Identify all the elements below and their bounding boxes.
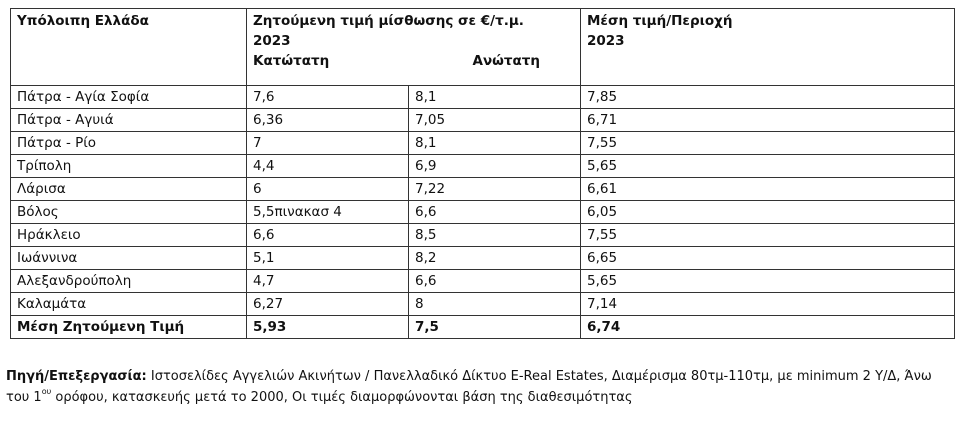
cell-area: Λάρισα [11, 178, 247, 201]
header-avg [581, 9, 955, 86]
cell-area: Ιωάννινα [11, 247, 247, 270]
header-avg-year: 2023 [587, 33, 625, 49]
table-row [11, 247, 955, 270]
cell-area: Αλεξανδρούπολη [11, 270, 247, 293]
cell-area: Βόλος [11, 201, 247, 224]
cell-min: 5,5πινακασ 4 [247, 201, 409, 224]
cell-avg: 7,55 [581, 132, 955, 155]
table-row [11, 109, 955, 132]
cell-max: 7,22 [409, 178, 581, 201]
cell-min: 6,36 [247, 109, 409, 132]
cell-max: 6,6 [409, 270, 581, 293]
source-label: Πηγή/Επεξεργασία: [6, 369, 147, 384]
table-body [11, 9, 955, 339]
table-row [11, 178, 955, 201]
table-row [11, 86, 955, 109]
cell-avg: 6,71 [581, 109, 955, 132]
cell-avg: 6,05 [581, 201, 955, 224]
cell-avg: 7,55 [581, 224, 955, 247]
cell-area: Πάτρα - Αγία Σοφία [11, 86, 247, 109]
header-region [11, 9, 247, 86]
cell-area: Πάτρα - Αγυιά [11, 109, 247, 132]
source-text-2: ορόφου, κατασκευής μετά το 2000, Οι τιμές διαμορφώνονται βάση της διαθεσιμότητας [51, 390, 633, 405]
cell-max: 7,05 [409, 109, 581, 132]
summary-avg: 6,74 [581, 316, 955, 339]
header-avg-title: Μέση τιμή/Περιοχή [587, 13, 733, 29]
cell-max: 8,1 [409, 132, 581, 155]
header-min-label: Κατώτατη [253, 53, 330, 69]
table-row [11, 270, 955, 293]
table-row [11, 201, 955, 224]
header-min-max [253, 51, 580, 71]
cell-max: 6,6 [409, 201, 581, 224]
cell-min: 6,6 [247, 224, 409, 247]
cell-max: 8,2 [409, 247, 581, 270]
cell-max: 6,9 [409, 155, 581, 178]
header-max-label: Ανώτατη [472, 53, 540, 69]
cell-avg: 6,61 [581, 178, 955, 201]
cell-min: 7 [247, 132, 409, 155]
table-row [11, 224, 955, 247]
cell-avg: 5,65 [581, 155, 955, 178]
cell-min: 4,7 [247, 270, 409, 293]
cell-max: 8 [409, 293, 581, 316]
cell-area: Τρίπολη [11, 155, 247, 178]
cell-max: 8,5 [409, 224, 581, 247]
cell-max: 8,1 [409, 86, 581, 109]
cell-avg: 7,85 [581, 86, 955, 109]
table-row [11, 155, 955, 178]
source-note [6, 366, 956, 408]
summary-max: 7,5 [409, 316, 581, 339]
header-region-label: Υπόλοιπη Ελλάδα [17, 13, 149, 29]
cell-min: 5,1 [247, 247, 409, 270]
source-superscript: ου [41, 387, 52, 396]
cell-area: Πάτρα - Ρίο [11, 132, 247, 155]
summary-row [11, 316, 955, 339]
header-rent-title: Ζητούμενη τιμή μίσθωσης σε €/τ.μ. [253, 13, 524, 29]
cell-min: 6 [247, 178, 409, 201]
cell-min: 4,4 [247, 155, 409, 178]
cell-avg: 7,14 [581, 293, 955, 316]
summary-label: Μέση Ζητούμενη Τιμή [11, 316, 247, 339]
cell-min: 7,6 [247, 86, 409, 109]
cell-area: Καλαμάτα [11, 293, 247, 316]
rent-price-table [10, 8, 955, 339]
cell-avg: 6,65 [581, 247, 955, 270]
cell-avg: 5,65 [581, 270, 955, 293]
table-row [11, 293, 955, 316]
header-rent-year: 2023 [253, 33, 291, 49]
summary-min: 5,93 [247, 316, 409, 339]
cell-area: Ηράκλειο [11, 224, 247, 247]
source-text-1: Ιστοσελίδες Αγγελιών Ακινήτων / Πανελλαδικό Δίκτυο E-Real Estates, Διαμέρισμα 80τμ-110τμ, με minimum 2 Υ/Δ, Άνω του 1 [6, 369, 932, 405]
table-row [11, 132, 955, 155]
header-rent [247, 9, 581, 86]
cell-min: 6,27 [247, 293, 409, 316]
header-row [11, 9, 955, 86]
